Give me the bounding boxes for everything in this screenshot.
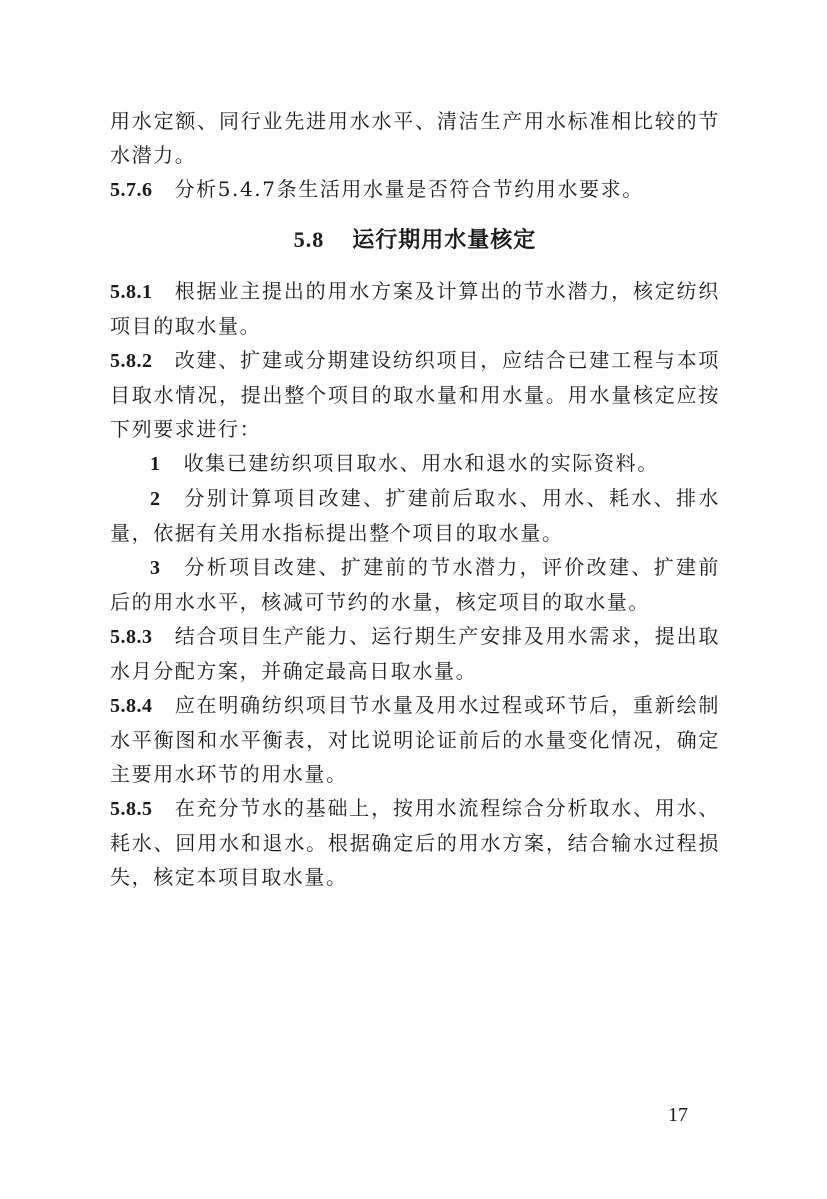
item-text: 分析项目改建、扩建前的节水潜力，评价改建、扩建前后的用水水平，核减可节约的水量，核定项目的取水量。 — [110, 555, 720, 614]
clause-number: 5.8.4 — [110, 695, 153, 717]
section-title: 运行期用水量核定 — [352, 228, 537, 253]
clause-text: 分析5.4.7条生活用水量是否符合节约用水要求。 — [174, 177, 644, 201]
item-number: 2 — [150, 488, 162, 510]
clause-5-8-2 — [110, 343, 720, 446]
clause-text: 结合项目生产能力、运行期生产安排及用水需求，提出取水月分配方案，并确定最高日取水量。 — [110, 624, 720, 683]
clause-text: 改建、扩建或分期建设纺织项目，应结合已建工程与本项目取水情况，提出整个项目的取水量和用水量。用水量核定应按下列要求进行： — [110, 348, 720, 441]
clause-text: 在充分节水的基础上，按用水流程综合分析取水、用水、耗水、回用水和退水。根据确定后的用水方案，结合输水过程损失，核定本项目取水量。 — [110, 796, 720, 889]
clause-number: 5.8.2 — [110, 350, 153, 372]
page-number: 17 — [668, 1104, 688, 1126]
clause-number: 5.8.5 — [110, 798, 153, 820]
clause-text: 根据业主提出的用水方案及计算出的节水潜力，核定纺织项目的取水量。 — [110, 279, 720, 338]
clause-number: 5.7.6 — [110, 179, 153, 201]
item-text: 分别计算项目改建、扩建前后取水、用水、耗水、排水量，依据有关用水指标提出整个项目的取水量。 — [110, 486, 720, 545]
clause-5-8-1 — [110, 274, 720, 343]
list-item — [110, 481, 720, 550]
list-item — [110, 550, 720, 619]
section-number: 5.8 — [293, 227, 325, 252]
clause-5-8-5 — [110, 791, 720, 894]
clause-5-8-3 — [110, 619, 720, 688]
continued-text: 用水定额、同行业先进用水水平、清洁生产用水标准相比较的节水潜力。 — [110, 109, 720, 167]
section-heading — [110, 221, 720, 260]
clause-number: 5.8.1 — [110, 281, 153, 303]
continued-paragraph — [110, 104, 720, 172]
item-text: 收集已建纺织项目取水、用水和退水的实际资料。 — [183, 451, 659, 475]
item-number: 1 — [150, 453, 162, 475]
clause-text: 应在明确纺织项目节水量及用水过程或环节后，重新绘制水平衡图和水平衡表，对比说明论证前后的水量变化情况，确定主要用水环节的用水量。 — [110, 693, 720, 786]
clause-number: 5.8.3 — [110, 626, 153, 648]
item-number: 3 — [150, 557, 162, 579]
clause-5-7-6 — [110, 172, 720, 207]
clause-5-8-4 — [110, 688, 720, 791]
list-item — [110, 446, 720, 481]
document-body — [110, 104, 720, 894]
